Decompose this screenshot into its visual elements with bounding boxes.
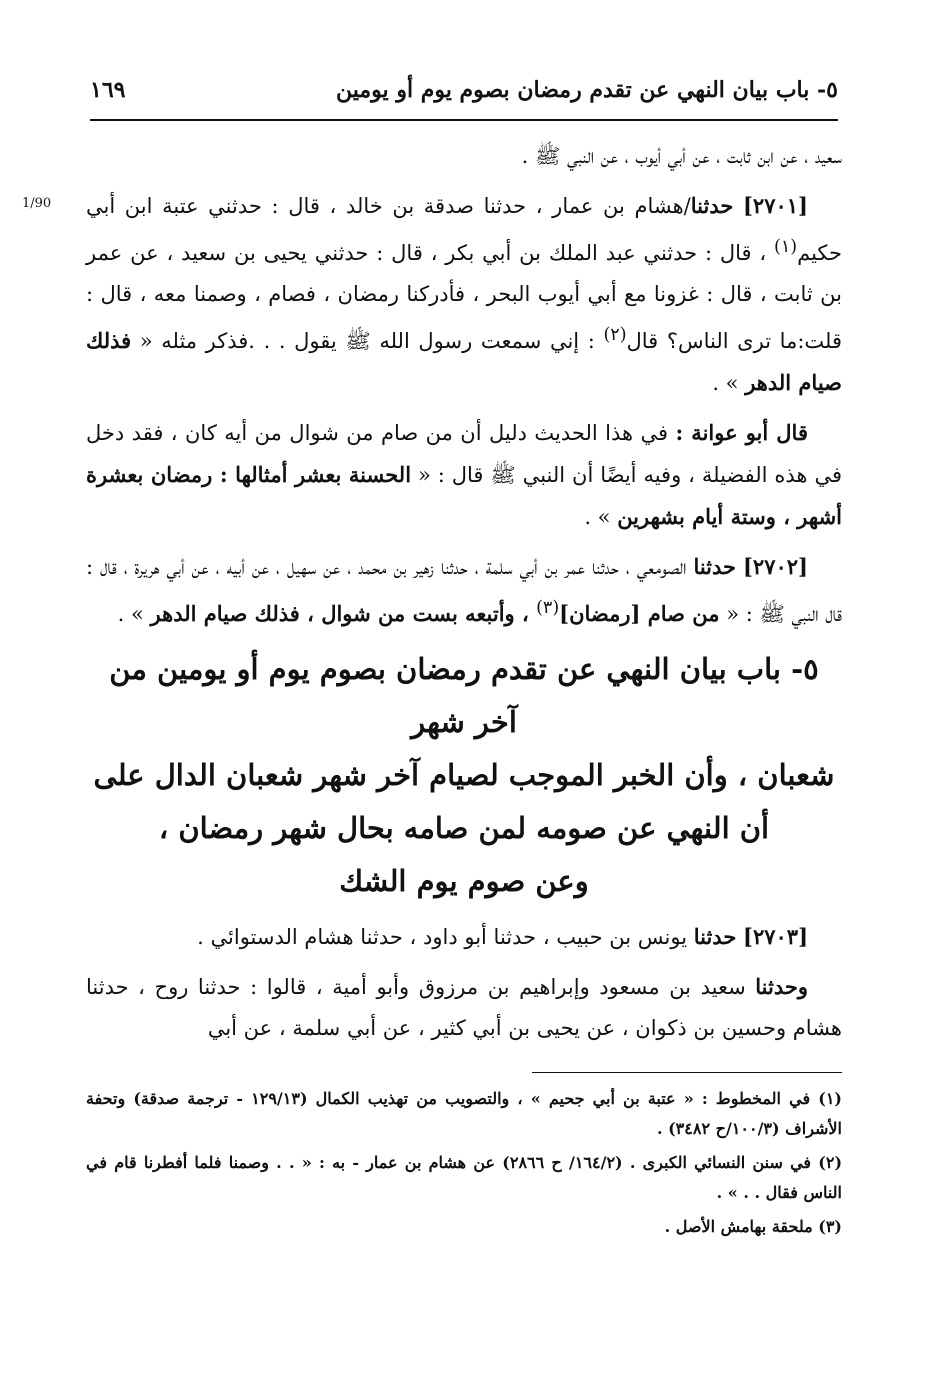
chapter-heading-line: ٥- باب بيان النهي عن تقدم رمضان بصوم يوم أو يومين من آخر شهر	[109, 652, 819, 739]
commentary-lead: قال أبو عوانة :	[675, 420, 808, 445]
commentary-text: » .	[584, 505, 618, 529]
hadith-text: : إني سمعت رسول الله ﷺ يقول . . .فذكر مثله «	[131, 329, 604, 353]
footnote-ref: (٣)	[536, 598, 560, 618]
hadith-matn: الحسنة بعشر أمثالها : رمضان بعشرة أشهر ، وستة أيام بشهرين	[86, 462, 842, 529]
hadith-2703	[86, 916, 842, 958]
footnote-ref: (٢)	[603, 325, 627, 345]
hadith-text: سعيد بن مسعود وإبراهيم بن مرزوق وأبو أمية ، قالوا : حدثنا روح ، حدثنا هشام وحسين بن ذكوان ، عن يحيى بن أبي كثير ، عن أبي سلمة ، عن أبي	[86, 975, 842, 1040]
hadith-text: » .	[712, 371, 746, 395]
chapter-heading-line: شعبان ، وأن الخبر الموجب لصيام آخر شهر شعبان الدال على	[93, 758, 835, 792]
chapter-heading-line: أن النهي عن صومه لمن صامه بحال شهر رمضان ،	[158, 811, 770, 845]
hadith-matn: فذلك صيام الدهر	[86, 328, 842, 395]
isnad-lead: حدثنا	[693, 924, 737, 949]
page-number: ١٦٩	[90, 77, 126, 103]
running-header	[90, 70, 838, 110]
footnote-3: (٣) ملحقة بهامش الأصل .	[664, 1217, 842, 1236]
hadith-text: الصومعي ، حدثنا عمر بن أبي سلمة ، حدثنا زهير بن محمد ، عن سهيل ، عن أبيه ، عن أبي هريرة ، قال : قال النبي ﷺ : «	[86, 555, 842, 626]
commentary-abu-awana	[86, 412, 842, 538]
running-header-title: ٥- باب بيان النهي عن تقدم رمضان بصوم يوم أو يومين	[336, 77, 838, 103]
hadith-text: يونس بن حبيب ، حدثنا أبو داود ، حدثنا هشام الدستوائي .	[197, 925, 694, 949]
hadith-2701	[86, 185, 842, 404]
isnad-continuation	[86, 966, 842, 1049]
hadith-matn: من صام [رمضان]	[559, 601, 720, 626]
footnote-divider	[532, 1072, 842, 1073]
footnote-1: (١) في المخطوط : « عتبة بن أبي جحيم » ، والتصويب من تهذيب الكمال (١٢٩/١٣ - ترجمة صدقة) وتحفة الأشراف (١٠٠/٣/ح ٣٤٨٢) .	[86, 1089, 842, 1138]
isnad-lead: حدثنا	[693, 554, 737, 579]
chapter-heading	[86, 643, 842, 908]
header-divider	[90, 119, 838, 121]
hadith-text: ، قال : حدثني عبد الملك بن أبي بكر ، قال : حدثني يحيى بن سعيد ، عن عمر بن ثابت ، قال : غزونا مع أبي أيوب البحر ، فأدركنا رمضان ، فصام ، وصمنا معه ، قال : قلت:ما ترى الناس؟ قال	[86, 241, 843, 353]
footnotes	[86, 1084, 842, 1246]
hadith-number: [٢٧٠١]	[742, 193, 808, 218]
hadith-text: » .	[117, 602, 151, 626]
footnote-2: (٢) في سنن النسائي الكبرى . (١٦٤/٢/ ح ٢٨٦٦) عن هشام بن عمار - به : « . . وصمنا فلما أفطرنا قام في الناس فقال . . » .	[86, 1153, 843, 1202]
hadith-2702	[86, 546, 842, 635]
hadith-matn: ، وأتبعه بست من شوال ، فذلك صيام الدهر	[150, 601, 537, 626]
hadith-text: /هشام بن عمار ، حدثنا صدقة بن خالد ، قال : حدثني عتبة ابن أبي حكيم	[86, 194, 842, 265]
paragraph-continuation	[86, 136, 842, 177]
commentary-text: في هذا الحديث دليل أن من صام من شوال من أيه كان ، فقد دخل في هذه الفضيلة ، وفيه أيضًا أن النبي ﷺ قال : «	[86, 421, 842, 487]
isnad-lead: وحدثنا	[755, 974, 809, 999]
isnad-lead: حدثنا	[690, 193, 734, 218]
manuscript-folio-note: 1/90	[22, 196, 52, 211]
hadith-number: [٢٧٠٣]	[743, 924, 808, 949]
chapter-heading-line: وعن صوم يوم الشك	[339, 864, 589, 898]
main-text	[86, 136, 842, 1057]
paragraph-text: سعيد ، عن ابن ثابت ، عن أبي أيوب ، عن النبي ﷺ .	[521, 144, 842, 168]
footnote-ref: (١)	[774, 237, 798, 257]
hadith-number: [٢٧٠٢]	[742, 554, 808, 579]
